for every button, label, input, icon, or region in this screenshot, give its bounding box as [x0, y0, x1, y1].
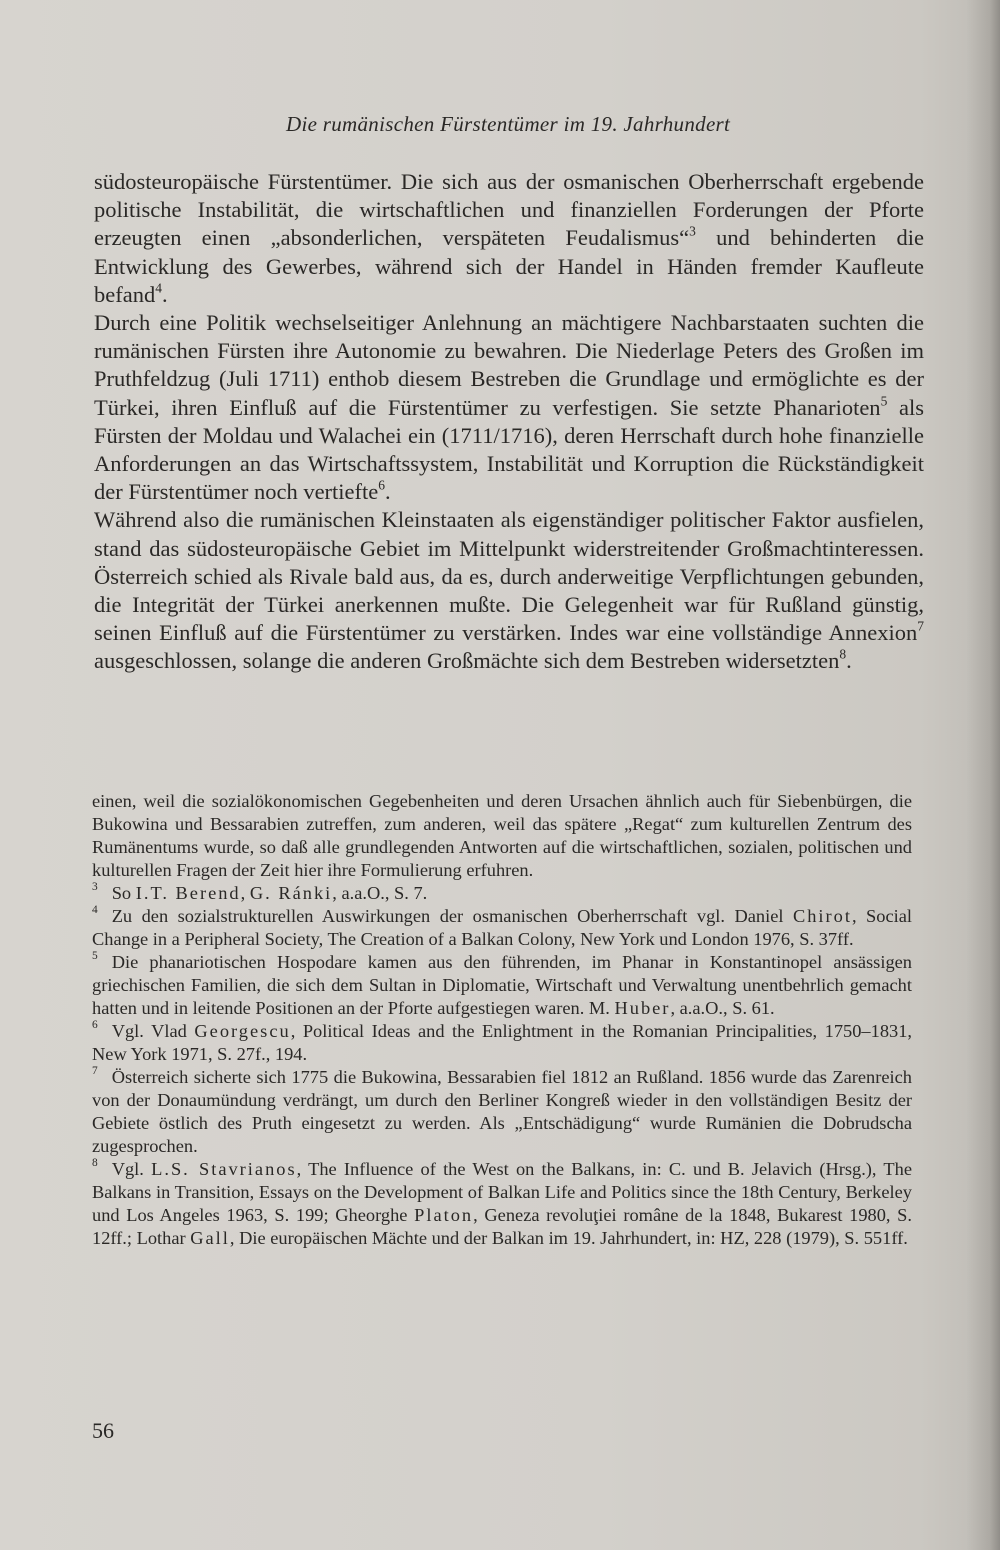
text-run: südosteuropäische Fürstentümer. Die sich aus der osmanischen Oberherrschaft ergebende politische Instabilität, die wirtschaftlichen und finanziellen Forderungen der Pforte erzeugten einen „absonderlichen, verspäteten Feudalismus“	[94, 169, 924, 251]
footnotes	[92, 790, 912, 1250]
text-run: .	[385, 479, 391, 505]
text-run: Die phanariotischen Hospodare kamen aus den führenden, im Phanar in Konstantinopel ansässigen griechischen Familien, die sich dem Sultan in Diplomatie, Wirtschaft und Verwaltung unentbehrlich gemacht hatten und in leitende Positionen an der Pforte aufgestiegen waren. M.	[92, 952, 912, 1018]
text-run: Zu den sozialstrukturellen Auswirkungen der osmanischen Oberherrschaft vgl. Daniel	[111, 906, 793, 926]
text-run: , a.a.O., S. 61.	[670, 998, 775, 1018]
footnote-number: 4	[92, 904, 98, 917]
author-name: I.T. Berend	[135, 883, 241, 903]
text-run: , Political Ideas and the Enlightment in the Romanian Principalities, 1750–1831, New York 1971, S. 27f., 194.	[92, 1021, 912, 1064]
text-run: ausgeschlossen, solange die anderen Großmächte sich dem Bestreben widersetzten	[94, 648, 840, 674]
main-text	[94, 168, 924, 676]
author-name: Platon	[414, 1205, 474, 1225]
text-run: , The Influence of the West on the Balkans, in: C. und B. Jelavich (Hrsg.), The Balkans in Transition, Essays on the Development of Balkan Life and Politics since the 18th Century, Berkeley und Los Angeles 1963, S. 199; Gheorghe	[92, 1159, 912, 1225]
footnote	[92, 1066, 912, 1158]
body-paragraph	[94, 168, 924, 309]
footnote-number: 5	[92, 950, 98, 963]
text-run: Vgl. Vlad	[111, 1021, 195, 1041]
author-name: G. Ránki	[249, 883, 333, 903]
footnote	[92, 951, 912, 1020]
text-run: Während also die rumänischen Kleinstaaten als eigenständiger politischer Faktor ausfielen, stand das südosteuropäische Gebiet im Mittelpunkt widerstreitender Großmachtinteressen. Österreich schied als Rivale bald aus, da es, durch anderweitige Verpflichtungen gebunden, die Integrität der Türkei anerkennen mußte. Die Gelegenheit war für Rußland günstig, seinen Einfluß auf die Fürstentümer zu verstärken. Indes war eine vollständige Annexion	[94, 507, 924, 646]
text-run: einen, weil die sozialökonomischen Gegebenheiten und deren Ursachen ähnlich auch für Siebenbürgen, die Bukowina und Bessarabien zutreffen, zum anderen, weil das spätere „Regat“ zum kulturellen Zentrum des Rumänentums wurde, so daß alle grundlegenden Antworten auf die wirtschaftlichen, sozialen, politischen und kulturellen Fragen der Zeit hier ihre Formulierung erfuhren.	[92, 791, 912, 880]
footnote-reference: 4	[155, 280, 162, 296]
author-name: Huber	[614, 998, 671, 1018]
text-run: .	[846, 648, 852, 674]
author-name: L.S. Stavrianos	[151, 1159, 297, 1179]
running-head: Die rumänischen Fürstentümer im 19. Jahrhundert	[286, 112, 731, 136]
footnote-reference: 7	[917, 618, 924, 634]
footnote-reference: 5	[880, 393, 888, 409]
body-paragraph	[94, 506, 924, 675]
footnote-number: 8	[92, 1157, 98, 1170]
footnote-reference: 3	[689, 223, 696, 239]
footnote-number: 6	[92, 1019, 98, 1032]
footnote	[92, 790, 912, 882]
author-name: Chirot	[792, 906, 852, 926]
footnote-number: 7	[92, 1065, 98, 1078]
author-name: Gall	[190, 1228, 230, 1248]
footnote-reference: 8	[839, 647, 847, 663]
text-run: und behinderten die Entwicklung des Gewerbes, während sich der Handel in Händen fremder Kaufleute befand	[94, 225, 924, 307]
text-run: , a.a.O., S. 7.	[332, 883, 428, 903]
footnote	[92, 905, 912, 951]
text-run: , Social Change in a Peripheral Society, The Creation of a Balkan Colony, New York und London 1976, S. 37ff.	[92, 906, 912, 949]
page-number: 56	[92, 1418, 114, 1443]
text-run: , Die europäischen Mächte und der Balkan im 19. Jahrhundert, in: HZ, 228 (1979), S. 551ff.	[229, 1228, 908, 1248]
text-run: Durch eine Politik wechselseitiger Anlehnung an mächtigere Nachbarstaaten suchten die rumänischen Fürsten ihre Autonomie zu bewahren. Die Niederlage Peters des Großen im Pruthfeldzug (Juli 1711) enthob diesem Bestreben die Grundlage und ermöglichte es der Türkei, ihren Einfluß auf die Fürstentümer zu verfestigen. Sie setzte Phanarioten	[94, 310, 924, 420]
text-run: .	[161, 281, 168, 307]
book-spine-shadow	[966, 0, 1000, 1550]
text-run: ,	[240, 883, 250, 903]
footnote	[92, 1158, 912, 1250]
text-run: Vgl.	[111, 1159, 152, 1179]
footnote-reference: 6	[378, 477, 386, 493]
footnote	[92, 1020, 912, 1066]
footnote	[92, 882, 912, 905]
text-run: So	[111, 883, 136, 903]
text-run: , Geneza revoluţiei române de la 1848, Bukarest 1980, S. 12ff.; Lothar	[92, 1205, 913, 1248]
body-paragraph	[94, 309, 924, 506]
footnote-number: 3	[92, 881, 98, 894]
author-name: Georgescu	[194, 1021, 291, 1041]
text-run: Österreich sicherte sich 1775 die Bukowina, Bessarabien fiel 1812 an Rußland. 1856 wurde das Zarenreich von der Donaumündung verdrängt, um durch den Berliner Kongreß wieder in den vollständigen Besitz der Gebiete östlich des Pruth eingesetzt zu werden. Als „Entschädigung“ wurde Rumänien die Dobrudscha zugesprochen.	[92, 1067, 912, 1156]
text-run: als Fürsten der Moldau und Walachei ein (1711/1716), deren Herrschaft durch hohe finanzielle Anforderungen an das Wirtschaftssystem, Instabilität und Korruption die Rückständigkeit der Fürstentümer noch vertiefte	[94, 394, 924, 505]
